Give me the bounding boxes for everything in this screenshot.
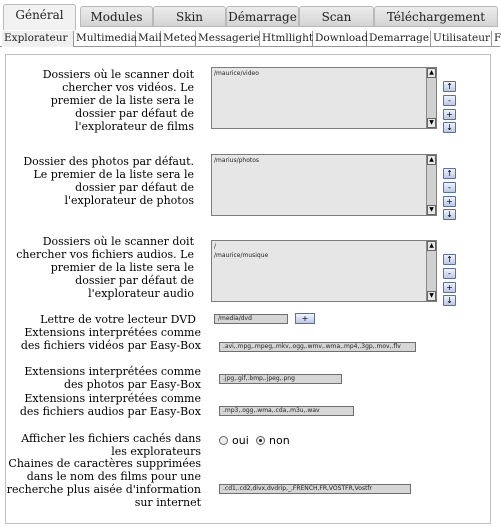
list-item[interactable]: /maurice/musique <box>214 252 269 259</box>
scroll-down-icon[interactable]: ▼ <box>427 291 436 301</box>
list-item[interactable]: /marius/photos <box>214 157 260 164</box>
move-up-button[interactable]: ↑ <box>443 81 456 92</box>
add-button[interactable]: + <box>443 109 456 120</box>
remove-button[interactable]: - <box>443 268 456 279</box>
add-button[interactable]: + <box>443 282 456 293</box>
audio-folders-label: Dossiers où le scanner doit chercher vos fichiers audios. Le premier de la liste sera le dossier par défaut de l'explorateur audio <box>16 235 194 300</box>
radio-oui[interactable] <box>219 436 228 445</box>
move-down-button[interactable]: ↓ <box>443 122 456 133</box>
ext-video-label: Extensions interprétées comme des fichiers vidéos par Easy-Box <box>20 326 201 352</box>
strip-strings-field[interactable]: .cd1,.cd2,divx,dvdrip,_,FRENCH,FR,VOSTFR,Vostfr <box>219 484 411 494</box>
main-tabbar <box>0 0 500 32</box>
ext-audio-field[interactable]: .mp3,.ogg,.wma,.cda,.m3u,.wav <box>219 406 354 416</box>
tab-scan[interactable]: Scan <box>299 6 374 27</box>
move-down-button[interactable]: ↓ <box>443 209 456 220</box>
list-item[interactable]: / <box>214 243 217 250</box>
scroll-down-icon[interactable]: ▼ <box>427 118 436 128</box>
dvd-label: Lettre de votre lecteur DVD <box>40 313 196 326</box>
radio-oui-label: oui <box>232 434 249 447</box>
tab-skin[interactable]: Skin <box>153 6 226 27</box>
move-up-button[interactable]: ↑ <box>443 254 456 265</box>
audio-folders-list[interactable] <box>211 240 437 302</box>
dvd-add-button[interactable]: + <box>295 313 315 324</box>
strip-strings-label: Chaines de caractères supprimées dans le nom des films pour une recherche plus aisée d'information sur internet <box>6 457 201 509</box>
scrollbar[interactable] <box>426 241 436 301</box>
subtab-meteo[interactable]: Meteo <box>161 31 196 47</box>
tab-modules[interactable]: Modules <box>80 6 153 27</box>
list-item[interactable]: /maurice/video <box>214 70 259 77</box>
tab-telechargement[interactable]: Téléchargement <box>374 6 498 27</box>
tab-demarrage[interactable]: Démarrage <box>226 6 299 27</box>
subtab-htmllight[interactable]: Htmllight <box>260 31 313 47</box>
hidden-files-label: Afficher les fichiers cachés dans les explorateurs <box>21 432 201 458</box>
video-folders-list[interactable] <box>211 67 437 129</box>
move-down-button[interactable]: ↓ <box>443 295 456 306</box>
subtab-multimedia[interactable]: Multimedia <box>74 31 136 47</box>
subtab-f[interactable]: F <box>494 32 501 44</box>
scroll-up-icon[interactable]: ▲ <box>427 241 436 251</box>
tab-general[interactable]: Général <box>3 4 76 30</box>
settings-panel <box>5 54 491 524</box>
scroll-up-icon[interactable]: ▲ <box>427 68 436 78</box>
remove-button[interactable]: - <box>443 182 456 193</box>
ext-video-field[interactable]: .avi,.mpg,.mpeg,.mkv,.ogg,.wmv,.wma,.mp4,.3gp,.mov,.flv <box>219 342 416 352</box>
subtab-mail[interactable]: Mail <box>136 31 161 47</box>
subtab-demarrage[interactable]: Demarrage <box>367 31 431 47</box>
subtab-download[interactable]: Download <box>313 31 367 47</box>
ext-photo-label: Extensions interprétées comme des photos par Easy-Box <box>24 365 201 391</box>
ext-photo-field[interactable]: .jpg,.gif,.bmp,.jpeg,.png <box>219 374 342 384</box>
radio-non-label: non <box>269 434 290 447</box>
video-folders-label: Dossiers où le scanner doit chercher vos vidéos. Le premier de la liste sera le dossier par défaut de l'explorateur de films <box>42 68 194 133</box>
scroll-down-icon[interactable]: ▼ <box>427 205 436 215</box>
scroll-up-icon[interactable]: ▲ <box>427 155 436 165</box>
sub-tabbar <box>0 30 500 47</box>
scrollbar[interactable] <box>426 155 436 215</box>
remove-button[interactable]: - <box>443 95 456 106</box>
radio-non[interactable] <box>256 436 265 445</box>
dvd-field[interactable]: /media/dvd <box>214 314 288 324</box>
subtab-utilisateur[interactable]: Utilisateur <box>431 31 492 47</box>
photo-folders-list[interactable] <box>211 154 437 216</box>
subtab-explorateur[interactable]: Explorateur <box>2 31 74 47</box>
ext-audio-label: Extensions interprétées comme des fichiers audios par Easy-Box <box>19 392 201 418</box>
add-button[interactable]: + <box>443 196 456 207</box>
scrollbar[interactable] <box>426 68 436 128</box>
move-up-button[interactable]: ↑ <box>443 168 456 179</box>
subtab-messagerie[interactable]: Messagerie <box>196 31 260 47</box>
photo-folder-label: Dossier des photos par défaut. Le premier de la liste sera le dossier par défaut de l'explorateur de photos <box>23 155 194 207</box>
